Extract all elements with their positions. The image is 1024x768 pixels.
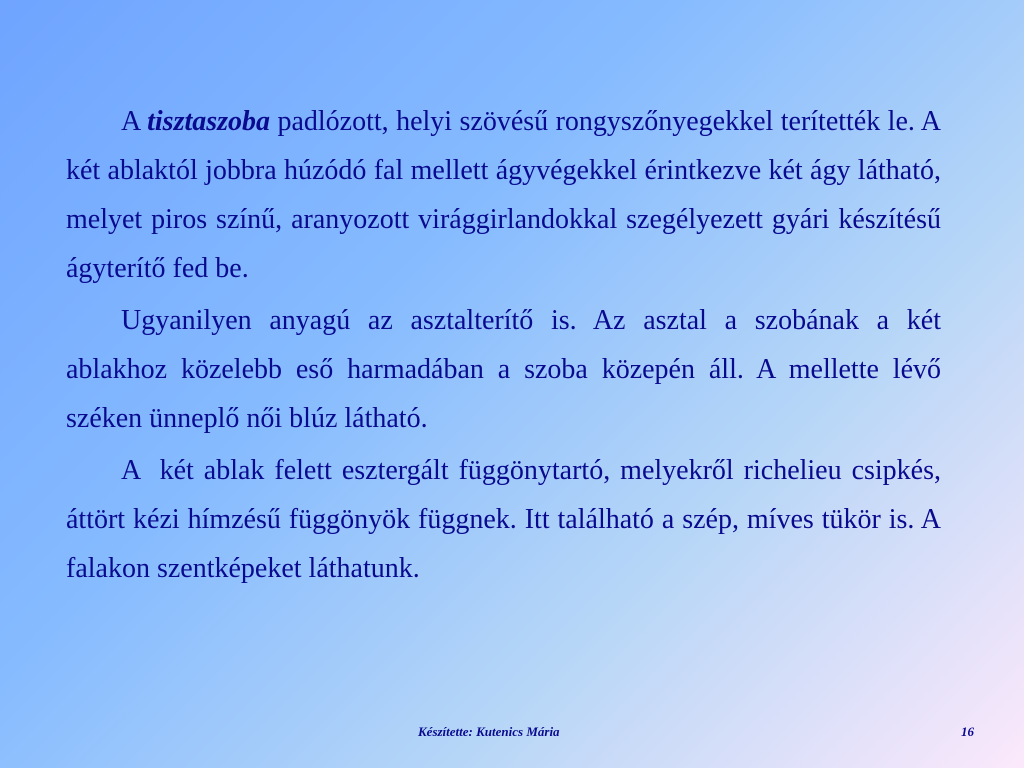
page-number: 16 [961, 724, 974, 739]
paragraph-1 [66, 97, 941, 293]
paragraph-3: A két ablak felett esztergált függönytartó, melyekről richelieu csipkés, áttört kézi hímzésű függönyök függnek. Itt található a szép, míves tükör is. A falakon szentképeket láthatunk. [66, 455, 948, 584]
slide-body [66, 97, 948, 596]
paragraph-1-lead: A [121, 106, 148, 137]
paragraph-1-emphasis: tisztaszoba [147, 106, 271, 137]
paragraph-2: Ugyanilyen anyagú az asztalterítő is. Az asztal a szobának a két ablakhoz közelebb eső harmadában a szoba közepén áll. A mellette lévő széken ünneplő női blúz látható. [66, 305, 941, 434]
footer-author: Készítette: Kutenics Mária [418, 724, 560, 739]
paragraph-1-rest: padlózott, helyi szövésű rongyszőnyegekkel terítették le. A két ablaktól jobbra húzódó fal mellett ágyvégekkel érintkezve két ágy látható, melyet piros színű, aranyozott virággirlandokkal szegélyezett gyári készítésű ágyterítő fed be. [66, 106, 941, 284]
